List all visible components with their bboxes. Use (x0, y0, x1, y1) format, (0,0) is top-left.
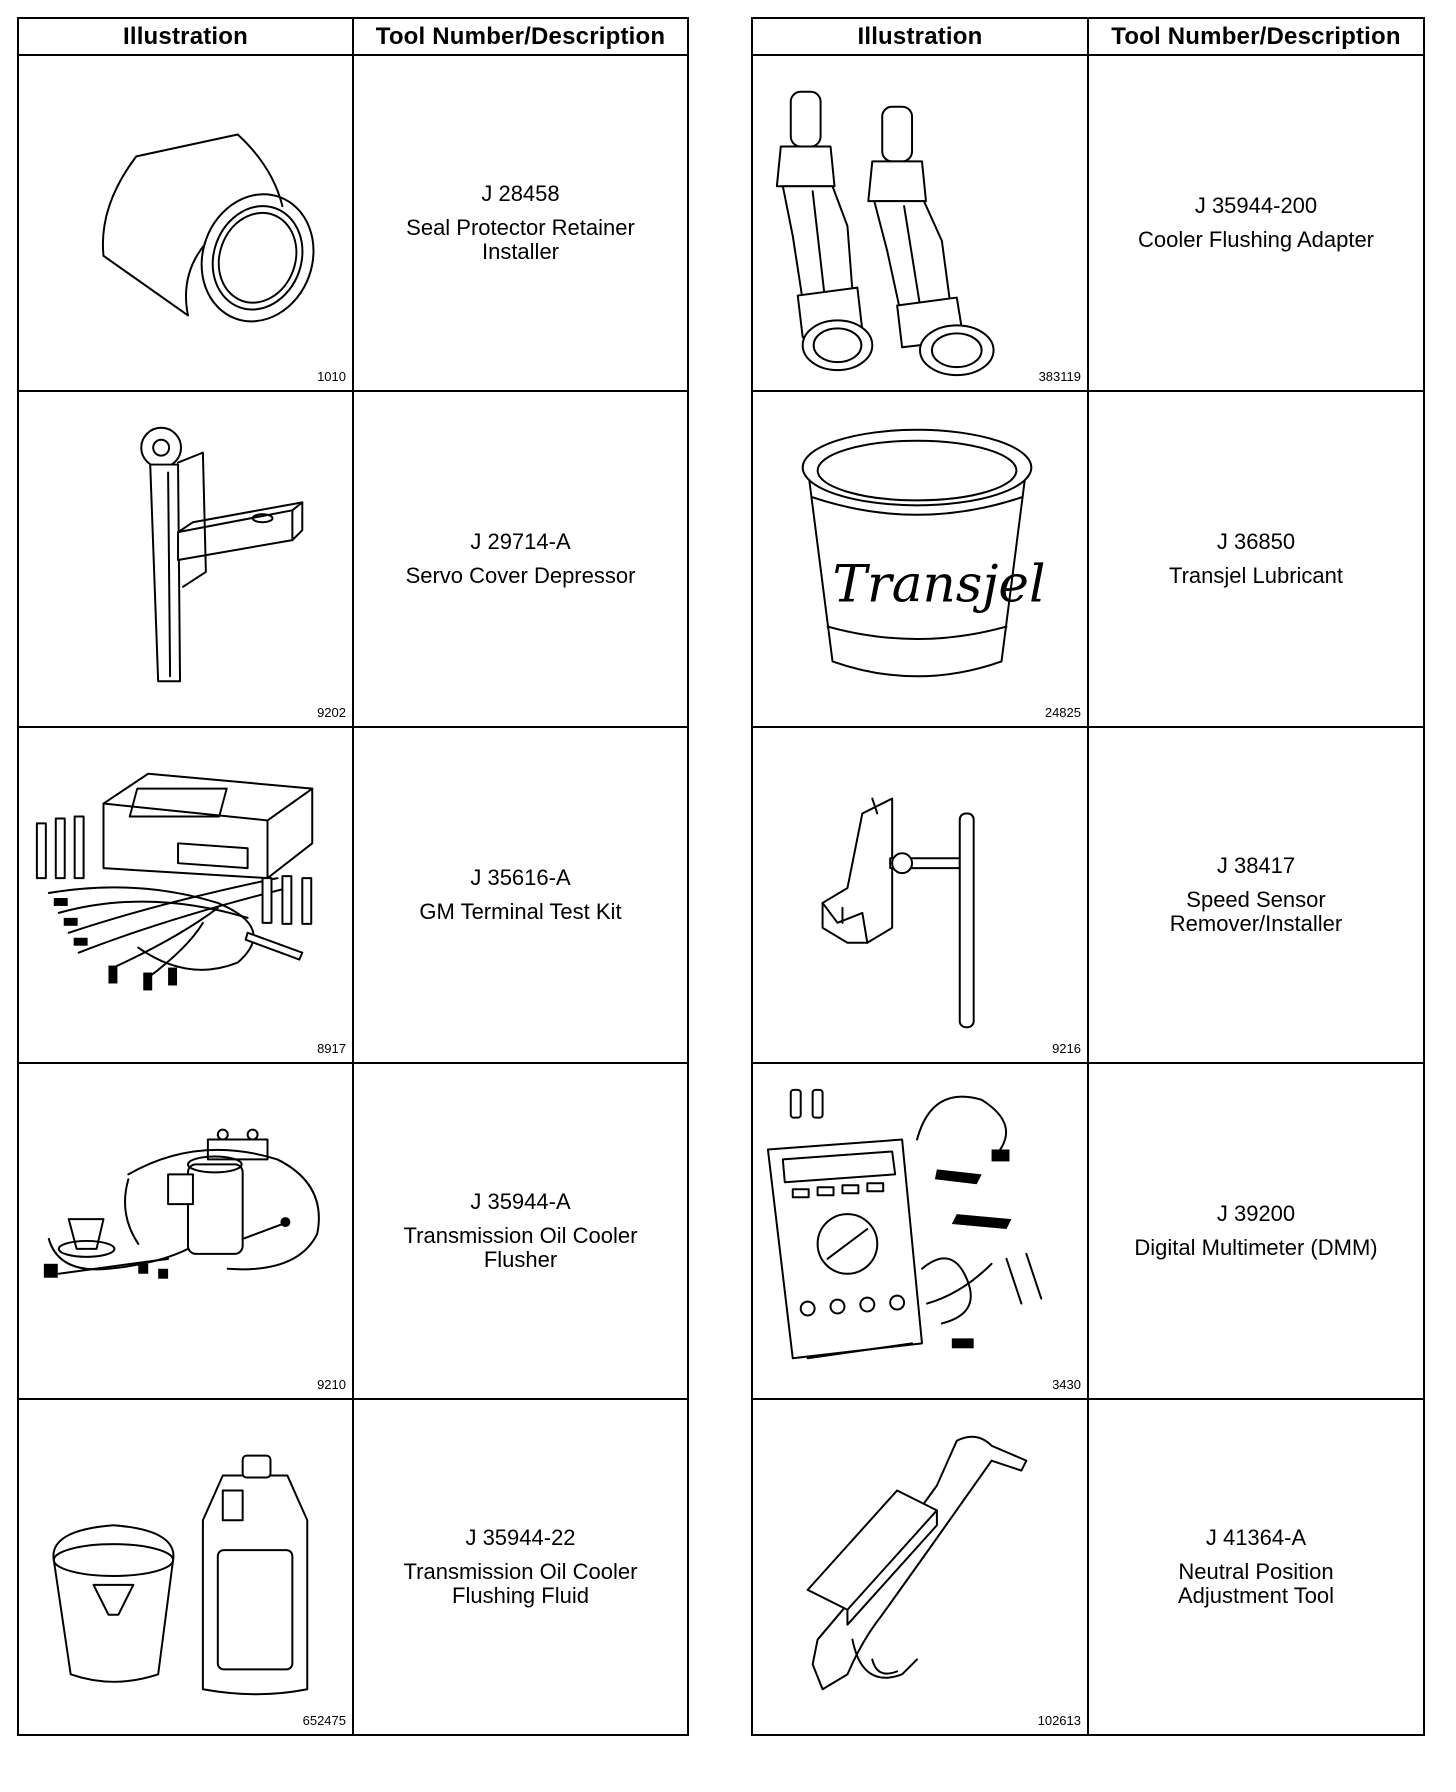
tool-description: Speed Sensor Remover/Installer (1169, 887, 1343, 936)
table-row (752, 391, 1424, 727)
tool-description: Transjel Lubricant (1168, 563, 1344, 588)
tool-description-cell (1088, 727, 1424, 1063)
tool-description-header: Tool Number/Description (353, 18, 688, 55)
lubricant-tub-icon (753, 392, 1087, 726)
tool-description: Transmission Oil Cooler Flushing Fluid (403, 1559, 638, 1608)
illustration-cell (752, 1063, 1088, 1399)
figure-number: 9202 (317, 705, 346, 720)
terminal-test-kit-icon (19, 728, 352, 1062)
tool-number: J 38417 (1216, 853, 1296, 878)
figure-number: 383119 (1038, 369, 1081, 384)
cooler-flusher-icon (19, 1064, 352, 1398)
tool-table-right (751, 17, 1425, 1736)
figure-number: 1010 (317, 369, 346, 384)
tool-description-cell (353, 727, 688, 1063)
tool-table-left (17, 17, 689, 1736)
tool-number: J 35944-200 (1194, 193, 1318, 218)
flushing-adapter-icon (753, 56, 1087, 390)
tool-description: Seal Protector Retainer Installer (406, 215, 635, 264)
tool-description: Neutral Position Adjustment Tool (1177, 1559, 1335, 1608)
tool-description-cell (353, 1063, 688, 1399)
tool-number: J 28458 (481, 181, 560, 206)
adjustment-tool-icon (753, 1400, 1087, 1734)
illustration-cell (18, 391, 353, 727)
table-row (752, 727, 1424, 1063)
illustration-cell (18, 1063, 353, 1399)
tool-number: J 39200 (1216, 1201, 1296, 1226)
table-row (18, 1399, 688, 1735)
tool-description-cell (1088, 55, 1424, 391)
illustration-cell (18, 55, 353, 391)
illustration-cell (18, 1399, 353, 1735)
illustration-cell (752, 727, 1088, 1063)
tool-number: J 29714-A (470, 529, 571, 554)
multimeter-icon (753, 1064, 1087, 1398)
table-row (18, 391, 688, 727)
figure-number: 8917 (317, 1041, 346, 1056)
table-row (752, 1063, 1424, 1399)
tool-description-cell (1088, 1063, 1424, 1399)
table-row (18, 55, 688, 391)
tool-description: Transmission Oil Cooler Flusher (403, 1223, 638, 1272)
tool-number: J 36850 (1216, 529, 1296, 554)
tool-description: Cooler Flushing Adapter (1137, 227, 1375, 252)
servo-depressor-icon (19, 392, 352, 726)
table-row (752, 55, 1424, 391)
seal-protector-icon (19, 56, 352, 390)
tool-number: J 35944-22 (465, 1525, 576, 1550)
illustration-cell (752, 391, 1088, 727)
table-row (18, 727, 688, 1063)
tool-description-cell (353, 391, 688, 727)
lubricant-label: Transjel (832, 554, 1046, 615)
speed-sensor-tool-icon (753, 728, 1087, 1062)
flushing-fluid-icon (19, 1400, 352, 1734)
tool-description: Servo Cover Depressor (405, 563, 636, 588)
illustration-cell (752, 55, 1088, 391)
tool-number: J 35616-A (470, 865, 571, 890)
figure-number: 9216 (1052, 1041, 1081, 1056)
illustration-cell (18, 727, 353, 1063)
figure-number: 24825 (1044, 705, 1081, 720)
figure-number: 652475 (302, 1713, 346, 1728)
tool-description-header: Tool Number/Description (1088, 18, 1424, 55)
tool-number: J 41364-A (1205, 1525, 1307, 1550)
tool-description: Digital Multimeter (DMM) (1134, 1235, 1378, 1260)
tool-description-cell (1088, 391, 1424, 727)
tool-number: J 35944-A (470, 1189, 571, 1214)
figure-number: 3430 (1052, 1377, 1081, 1392)
tool-description-cell (353, 1399, 688, 1735)
tool-description-cell (353, 55, 688, 391)
table-row (18, 1063, 688, 1399)
illustration-cell (752, 1399, 1088, 1735)
illustration-header: Illustration (18, 18, 353, 55)
figure-number: 9210 (317, 1377, 346, 1392)
tool-description: GM Terminal Test Kit (419, 899, 622, 924)
figure-number: 102613 (1037, 1713, 1081, 1728)
illustration-header: Illustration (752, 18, 1088, 55)
tool-description-cell (1088, 1399, 1424, 1735)
table-row (752, 1399, 1424, 1735)
